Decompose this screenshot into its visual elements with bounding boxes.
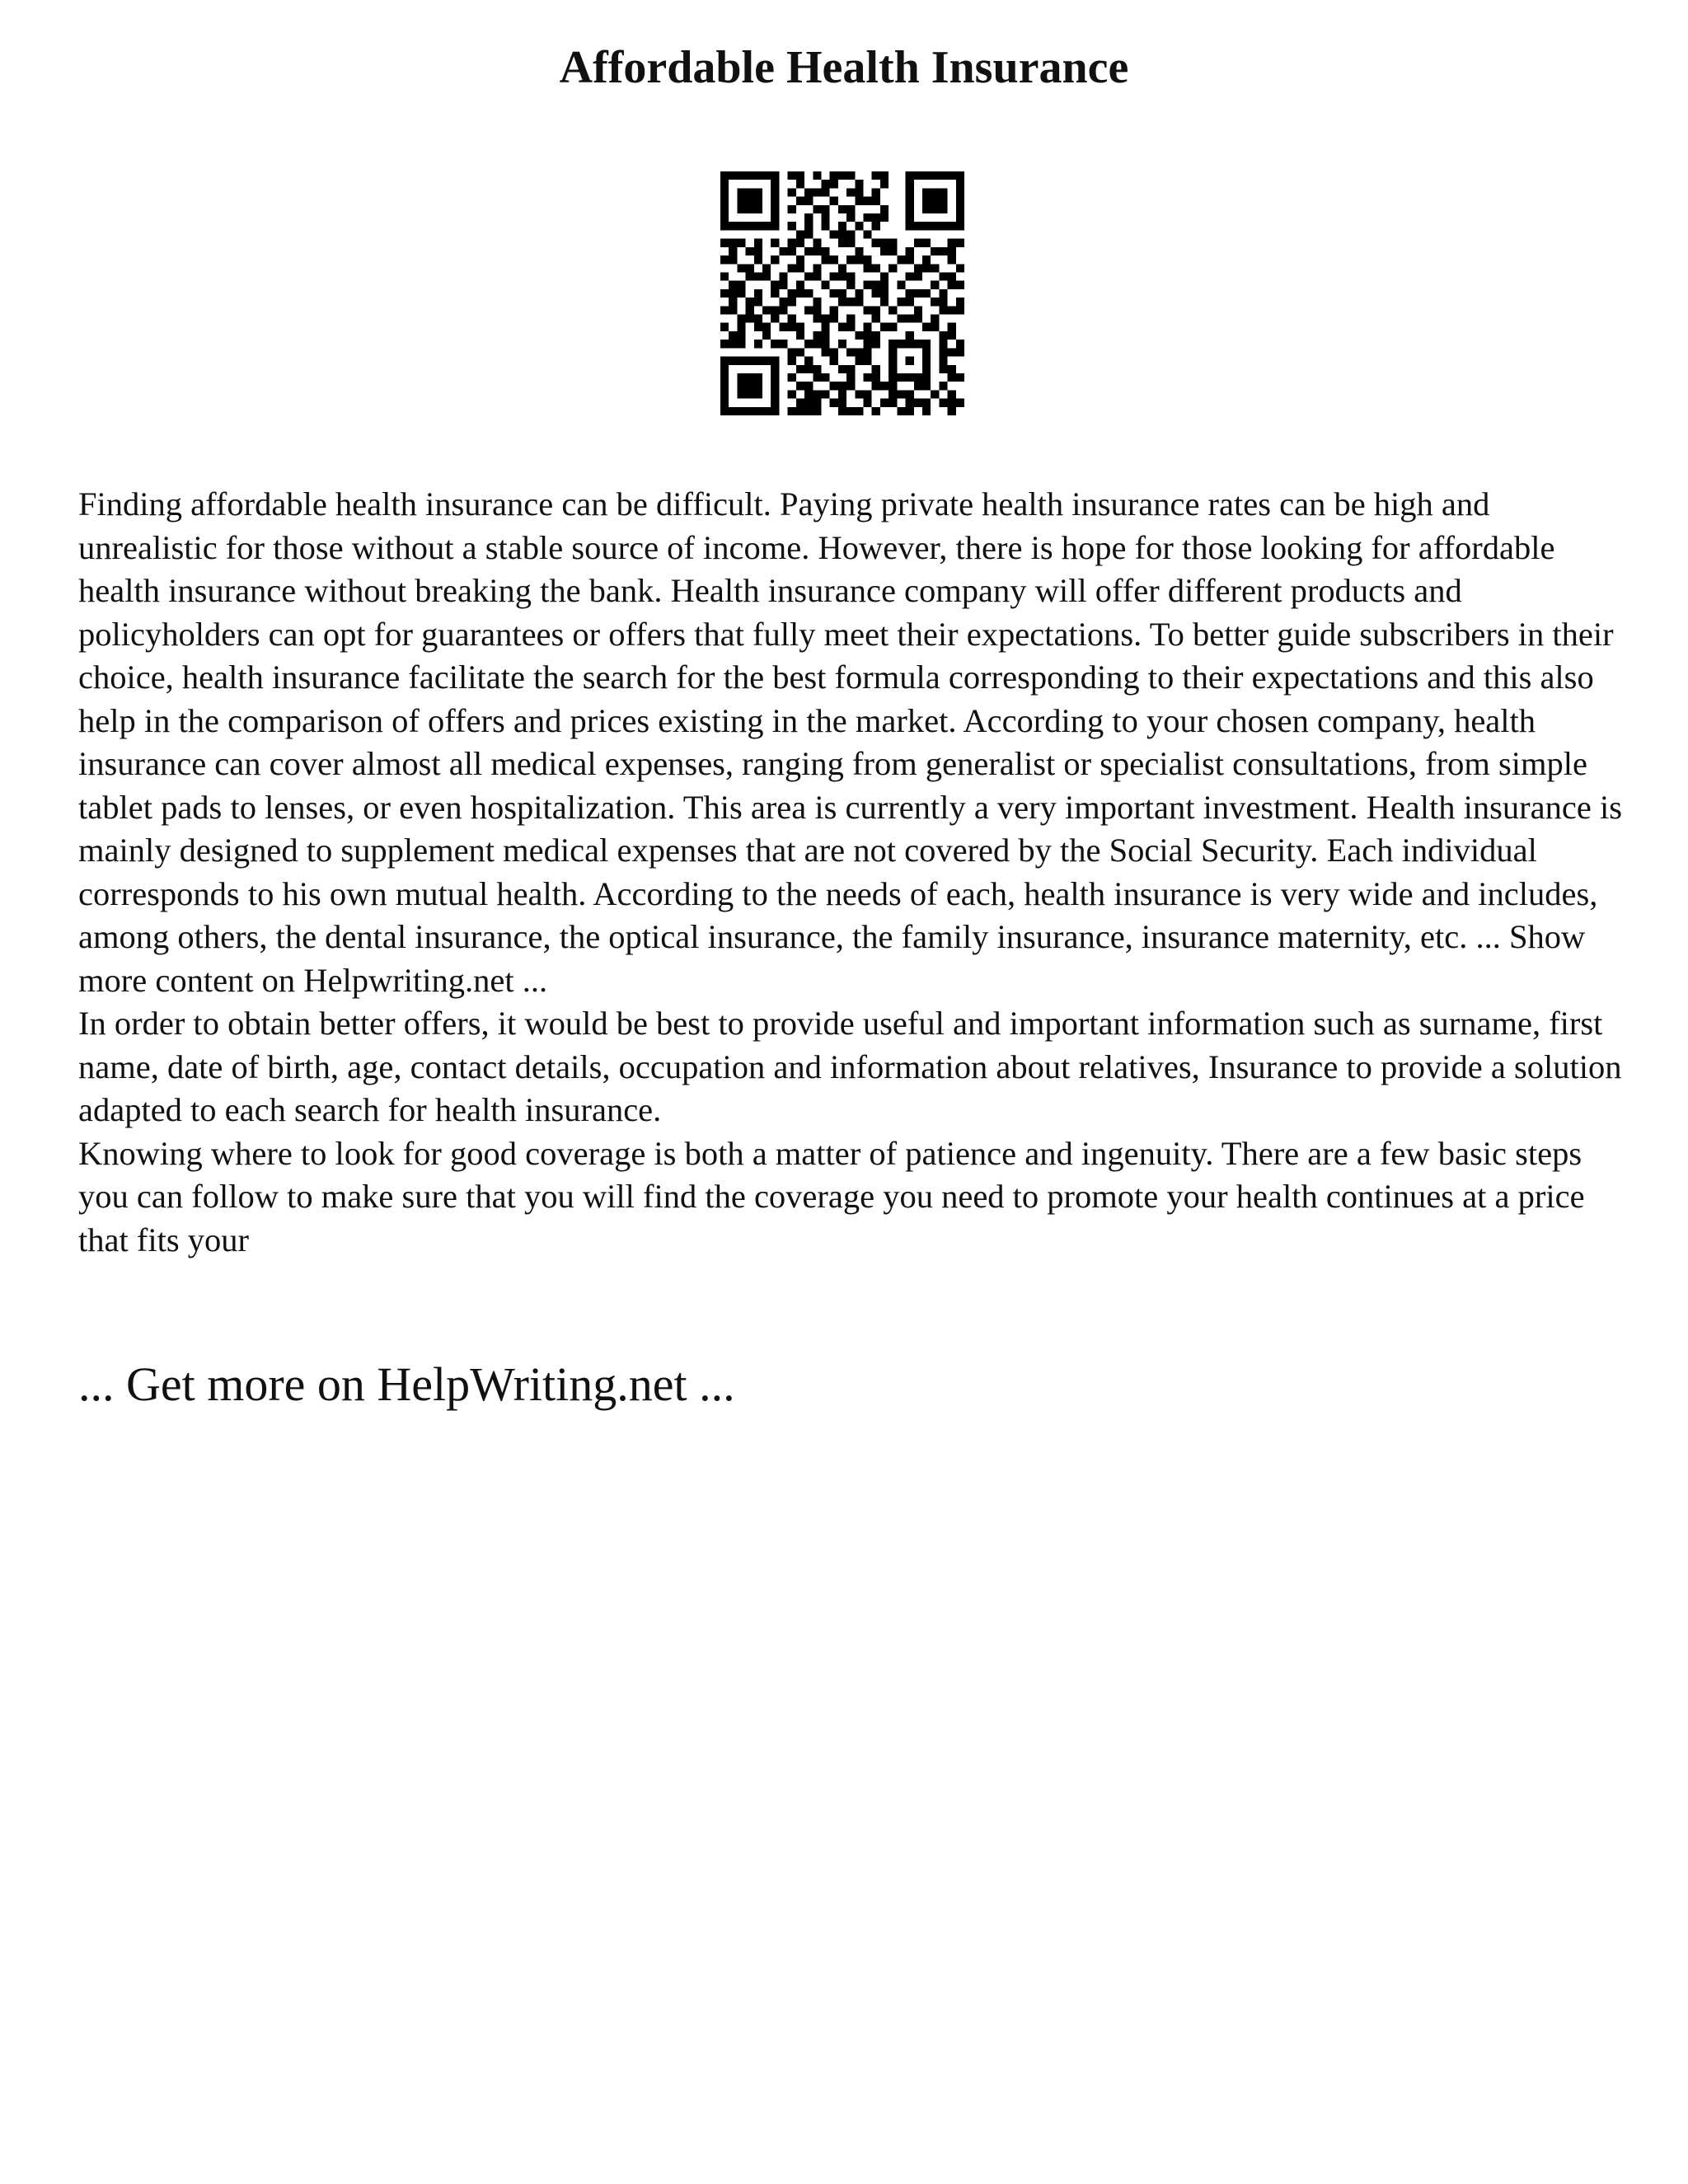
paragraph-3: Knowing where to look for good coverage is both a matter of patience and ingenuity. There are a few basic steps you can follow to make sure that you will find the coverage you need to promote your health continues at a price that fits your bbox=[78, 1134, 1585, 1258]
article-body bbox=[78, 483, 1628, 1262]
paragraph-1: Finding affordable health insurance can be difficult. Paying private health insurance rates can be high and unrealistic for those without a stable source of income. However, there is hope for those looking for affordable health insurance without breaking the bank. Health insurance company will offer different products and policyholders can opt for guarantees or offers that fully meet their expectations. To better guide subscribers in their choice, health insurance facilitate the search for the best formula corresponding to their expectations and this also help in the comparison of offers and prices existing in the market. According to your chosen company, health insurance can cover almost all medical expenses, ranging from generalist or specialist consultations, from simple tablet pads to lenses, or even hospitalization. This area is currently a very important investment. Health insurance is mainly designed to supplement medical expenses that are not covered by the Social Security. Each individual corresponds to his own mutual health. According to the needs of each, health insurance is very wide and includes, among others, the dental insurance, the optical insurance, the family insurance, insurance maternity, etc. ... Show more content on Helpwriting.net ... bbox=[78, 485, 1622, 999]
page-title: Affordable Health Insurance bbox=[559, 42, 1129, 93]
qr-code-icon bbox=[720, 171, 964, 415]
paragraph-2: In order to obtain better offers, it would be best to provide useful and important information such as surname, first name, date of birth, age, contact details, occupation and information about relatives, Insurance to provide a solution adapted to each search for health insurance. bbox=[78, 1005, 1622, 1128]
get-more-link[interactable]: ... Get more on HelpWriting.net ... bbox=[78, 1357, 735, 1411]
